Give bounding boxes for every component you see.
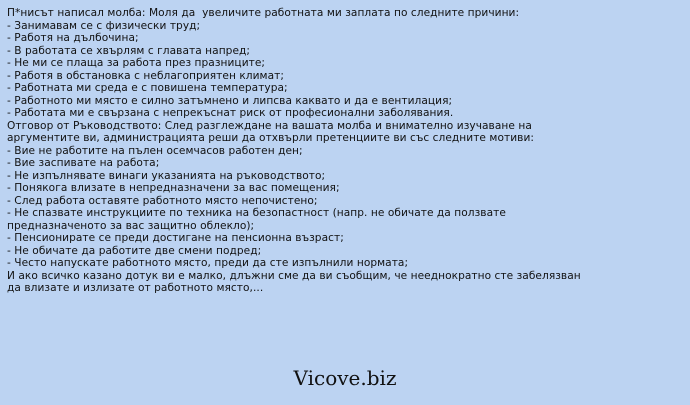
text-line: - Вие заспивате на работа;	[7, 157, 160, 169]
text-line: - Работата ми е свързана с непрекъснат риск от професионални заболявания.	[7, 107, 454, 119]
text-line: И ако всичко казано дотук ви е малко, длъжни сме да ви съобщим, че нееднократно сте забелязван	[7, 269, 581, 282]
text-line: - Работното ми място е силно затъмнено и липсва каквато и да е вентилация;	[7, 94, 453, 107]
joke-text	[7, 7, 683, 295]
text-line: - След работа оставяте работното място непочистено;	[7, 194, 318, 207]
text-line: - Вие не работите на пълен осемчасов работен ден;	[7, 144, 303, 157]
text-line: - Работя в обстановка с неблагоприятен климат;	[7, 69, 284, 82]
text-line: - Работната ми среда е с повишена температура;	[7, 82, 288, 94]
text-line: - Не ми се плаща за работа през празниците;	[7, 57, 266, 69]
text-line: - В работата се хвърлям с главата напред;	[7, 44, 251, 57]
text-line: - Не изпълнявате винаги указанията на ръководството;	[7, 169, 326, 182]
text-line: предназначеното за вас защитно облекло);	[7, 219, 255, 232]
text-line: Отговор от Ръководството: След разглеждане на вашата молба и внимателно изучаване на	[7, 119, 532, 132]
text-line: - Пенсионирате се преди достигане на пенсионна възраст;	[7, 232, 344, 244]
text-line: - Не спазвате инструкциите по техника на безопастност (напр. не обичате да ползвате	[7, 207, 506, 219]
text-line: - Не обичате да работите две смени подред;	[7, 244, 262, 257]
text-line: - Често напускате работното място, преди да сте изпълнили нормата;	[7, 257, 409, 269]
text-line: да влизате и излизате от работното място,...	[7, 282, 264, 294]
site-watermark: Vicove.biz	[293, 366, 397, 390]
text-line: П*нисът написал молба: Моля да увеличите работната ми заплата по следните причини:	[7, 7, 520, 19]
text-line: - Понякога влизате в непредназначени за вас помещения;	[7, 182, 340, 194]
text-line: - Работя на дълбочина;	[7, 32, 139, 44]
text-line: аргументите ви, администрацията реши да отхвърли претенциите ви със следните мотиви:	[7, 132, 534, 144]
text-line: - Занимавам се с физически труд;	[7, 19, 201, 32]
